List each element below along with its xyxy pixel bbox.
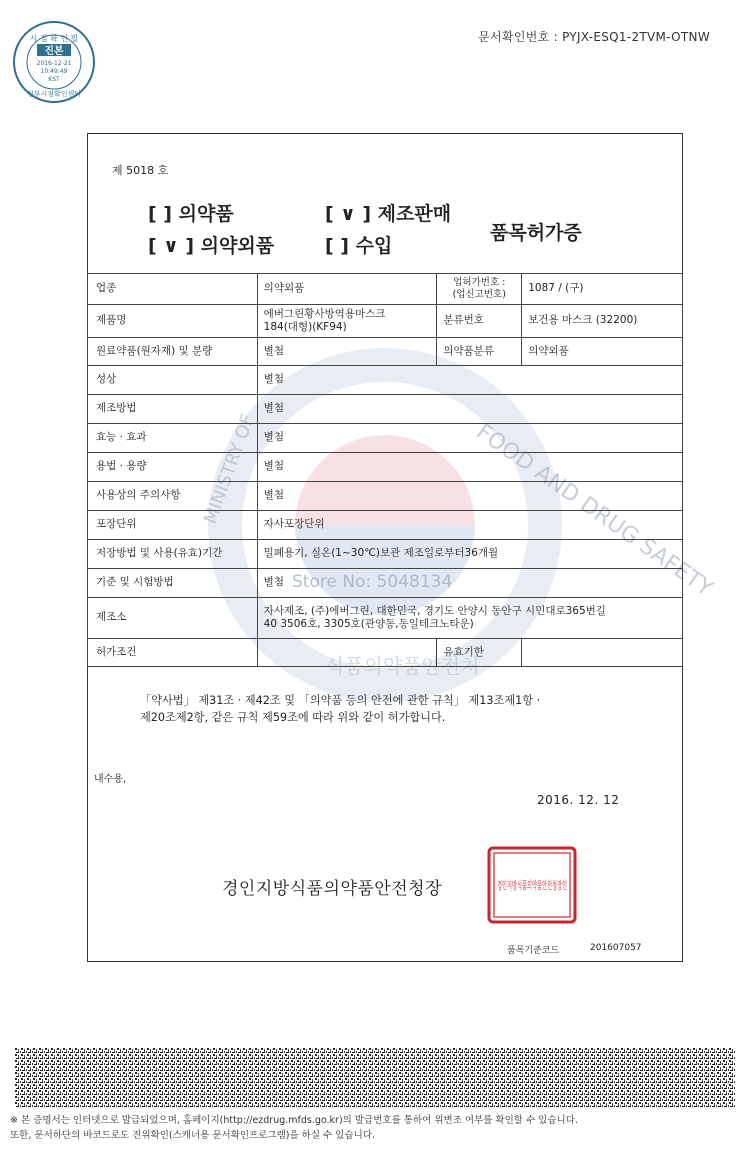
class-value: 보건용 마스크 (32200) (522, 304, 683, 337)
watermark-arc-top: FOOD AND DRUG SAFETY (471, 419, 717, 602)
product-value: 에버그린황사방역용마스크 184(대형)(KF94) (257, 304, 437, 337)
table-row (88, 304, 683, 337)
category-import: [ ] 수입 (325, 235, 393, 257)
product-code-label: 품목기준코드 (507, 946, 560, 956)
watermark-arc-left: MINISTRY OF (199, 411, 259, 527)
raw-value: 별첨 (257, 338, 437, 366)
industry-value: 의약외품 (257, 274, 437, 305)
table-row (88, 639, 683, 667)
table-row (88, 366, 683, 395)
drugclass-value: 의약외품 (522, 338, 683, 366)
effect-label: 효능 · 효과 (88, 424, 258, 453)
table-row (88, 598, 683, 639)
effect-value: 별첨 (257, 424, 682, 453)
trait-label: 성상 (88, 366, 258, 395)
table-row (88, 338, 683, 366)
condition-value (257, 639, 437, 667)
issuing-agency: 경인지방식품의약품안전청장 (222, 879, 442, 899)
table-row (88, 453, 683, 482)
seal-time: 10:49:49 (40, 68, 68, 75)
verification-barcode-icon (15, 1048, 735, 1108)
drugclass-label: 의약품분류 (437, 338, 522, 366)
official-red-seal-icon (486, 845, 646, 925)
maker-value: 자사제조, (주)에버그린, 대한민국, 경기도 안양시 동안구 시민대로365번길 40 3506호, 3305호(관양동,동일테크노타운) (257, 598, 682, 639)
red-seal-text: 경인지방식품의약품안전청장인 (497, 879, 646, 892)
table-row (88, 511, 683, 540)
seal-zone: KST (48, 76, 60, 83)
product-code-value: 201607057 (590, 943, 642, 953)
table-row (88, 540, 683, 569)
legal-basis-line-2: 제20조제2항, 같은 규칙 제59조에 따라 위와 같이 허가합니다. (140, 711, 446, 725)
caution-value: 별첨 (257, 482, 682, 511)
seal-bottom-arc: 정부시점확인센터 (26, 90, 82, 98)
maker-label: 제조소 (88, 598, 258, 639)
storage-value: 밀폐용기, 실온(1~30℃)보관 제조일로부터36개월 (257, 540, 682, 569)
footer-notice-2: 또한, 문서하단의 바코드로도 진위확인(스캐너용 문서확인프로그램)을 하실 수 있습니다. (10, 1130, 375, 1141)
condition-label: 허가조건 (88, 639, 258, 667)
recipient: 내수용, (94, 774, 127, 785)
license-label: 업허가번호 : (업신고번호) (437, 274, 522, 305)
permit-number: 제 5018 호 (112, 164, 169, 177)
seal-arc-text: 시 점 확 인 필 (29, 34, 79, 43)
table-row (88, 274, 683, 305)
pack-label: 포장단위 (88, 511, 258, 540)
class-label: 분류번호 (437, 304, 522, 337)
dosage-value: 별첨 (257, 453, 682, 482)
category-drug: [ ] 의약품 (148, 203, 234, 225)
category-quasi-drug: [ ∨ ] 의약외품 (148, 235, 275, 257)
seal-date: 2016-12-21 (36, 60, 72, 67)
category-manufacture: [ ∨ ] 제조판매 (325, 203, 452, 225)
storage-label: 저장방법 및 사용(유효)기간 (88, 540, 258, 569)
validity-value (522, 639, 683, 667)
industry-label: 업종 (88, 274, 258, 305)
certificate-title: 품목허가증 (490, 222, 582, 244)
watermark-arc-bottom: 식품의약품안전처 (325, 654, 480, 678)
trait-value: 별첨 (257, 366, 682, 395)
table-row (88, 424, 683, 453)
pack-value: 자사포장단위 (257, 511, 682, 540)
method-label: 제조방법 (88, 395, 258, 424)
table-row (88, 482, 683, 511)
issue-date: 2016. 12. 12 (537, 793, 620, 807)
seal-mark: 진본 (44, 46, 64, 57)
standard-label: 기준 및 시험방법 (88, 569, 258, 598)
product-label: 제품명 (88, 304, 258, 337)
method-value: 별첨 (257, 395, 682, 424)
authenticity-seal-icon (12, 20, 96, 104)
store-watermark: Store No: 5048134 (292, 572, 453, 592)
legal-basis-line-1: 「약사법」 제31조 · 제42조 및 「의약품 등의 안전에 관한 규칙」 제13조제1항 · (140, 694, 541, 707)
raw-label: 원료약품(원자재) 및 분량 (88, 338, 258, 366)
document-confirm-number: 문서확인번호 : PYJX-ESQ1-2TVM-OTNW (478, 30, 710, 44)
caution-label: 사용상의 주의사항 (88, 482, 258, 511)
table-row (88, 395, 683, 424)
dosage-label: 용법 · 용량 (88, 453, 258, 482)
legal-basis-text (140, 692, 630, 727)
license-value: 1087 / (구) (522, 274, 683, 305)
standard-value: 별첨 (257, 569, 682, 598)
footer-notice-1: ※ 본 증명서는 인터넷으로 발급되었으며, 홈페이지(http://ezdrug.mfds.go.kr)의 발급번호를 통하여 위변조 여부를 확인할 수 있습니다. (10, 1115, 578, 1126)
validity-label: 유효기한 (437, 639, 522, 667)
permit-table (87, 273, 683, 667)
